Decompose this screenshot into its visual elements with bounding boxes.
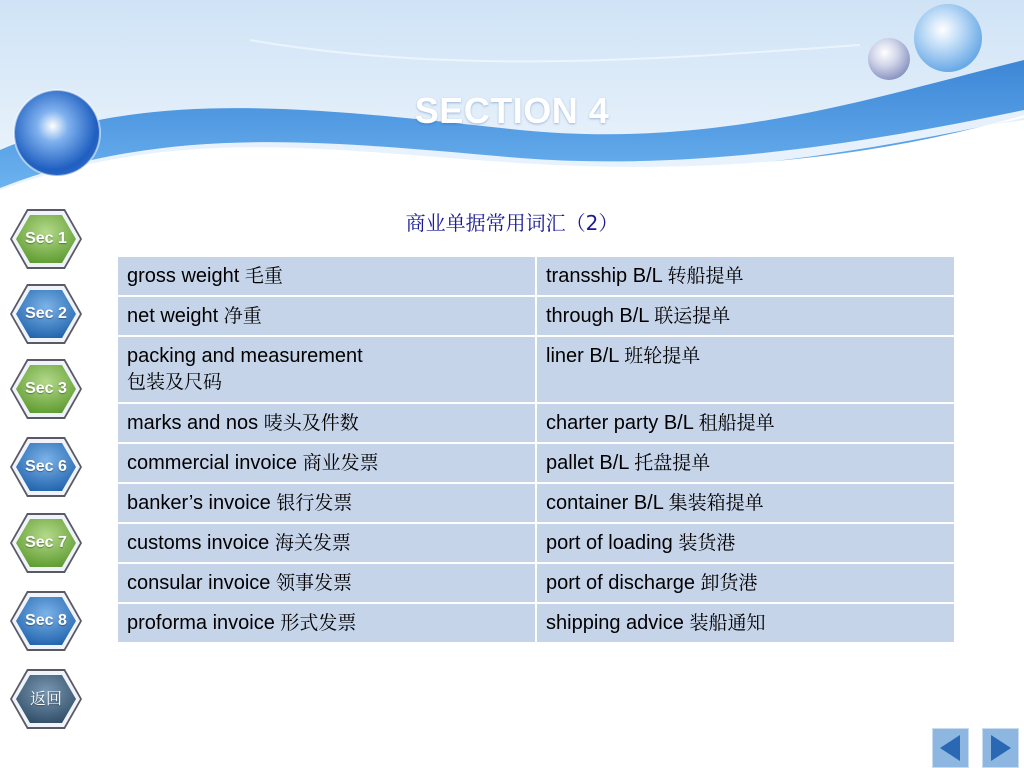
term-english: consular invoice <box>127 572 271 594</box>
term-english: liner B/L <box>546 345 619 367</box>
table-row <box>117 296 955 336</box>
table-cell <box>536 483 955 523</box>
table-cell <box>536 603 955 643</box>
term-chinese: 唛头及件数 <box>263 412 359 434</box>
section-nav-item[interactable] <box>6 509 86 577</box>
table-cell <box>536 443 955 483</box>
term-chinese: 海关发票 <box>274 532 351 554</box>
term-english: packing and measurement <box>127 345 363 367</box>
back-button[interactable] <box>6 665 86 733</box>
term-chinese: 装船通知 <box>689 612 766 634</box>
term-chinese: 装货港 <box>678 532 736 554</box>
term-english: port of discharge <box>546 572 695 594</box>
table-cell <box>536 336 955 403</box>
table-cell <box>536 256 955 296</box>
triangle-left-icon <box>932 728 969 768</box>
prev-slide-button[interactable] <box>932 728 969 768</box>
term-chinese: 包装及尺码 <box>127 371 223 393</box>
section-nav-label: Sec 2 <box>25 305 67 322</box>
term-chinese: 班轮提单 <box>624 345 701 367</box>
term-chinese: 净重 <box>223 305 262 327</box>
table-cell <box>536 563 955 603</box>
term-english: pallet B/L <box>546 452 635 474</box>
table-cell <box>117 443 536 483</box>
section-nav-item[interactable] <box>6 205 86 273</box>
term-english: gross weight <box>127 265 240 287</box>
table-cell <box>117 296 536 336</box>
table-cell <box>117 336 536 403</box>
section-nav-item[interactable] <box>6 433 86 501</box>
table-cell <box>536 523 955 563</box>
section-nav-label: Sec 8 <box>25 612 67 629</box>
table-cell <box>536 403 955 443</box>
section-nav-item[interactable] <box>6 355 86 423</box>
term-chinese: 租船提单 <box>698 412 775 434</box>
table-cell <box>117 563 536 603</box>
term-chinese: 毛重 <box>244 265 283 287</box>
table-cell <box>536 296 955 336</box>
table-row <box>117 256 955 296</box>
term-chinese: 商业发票 <box>302 452 379 474</box>
term-english: shipping advice <box>546 612 684 634</box>
term-english: through B/L <box>546 305 649 327</box>
table-cell <box>117 603 536 643</box>
section-nav-item[interactable] <box>6 587 86 655</box>
term-chinese: 卸货港 <box>700 572 758 594</box>
section-nav-label: Sec 7 <box>25 534 67 551</box>
table-row <box>117 443 955 483</box>
triangle-right-icon <box>982 728 1019 768</box>
table-row <box>117 403 955 443</box>
table-cell <box>117 403 536 443</box>
table-cell <box>117 483 536 523</box>
term-chinese: 托盘提单 <box>634 452 711 474</box>
term-english: banker’s invoice <box>127 492 271 514</box>
next-slide-button[interactable] <box>982 728 1019 768</box>
section-nav-label: Sec 3 <box>25 380 67 397</box>
term-chinese: 形式发票 <box>280 612 357 634</box>
term-chinese: 联运提单 <box>654 305 731 327</box>
term-english: charter party B/L <box>546 412 694 434</box>
term-english: net weight <box>127 305 219 327</box>
section-nav-label: Sec 1 <box>25 230 67 247</box>
term-chinese: 集装箱提单 <box>668 492 764 514</box>
table-row <box>117 563 955 603</box>
term-english: customs invoice <box>127 532 270 554</box>
term-chinese: 银行发票 <box>276 492 353 514</box>
term-english: proforma invoice <box>127 612 275 634</box>
term-chinese: 转船提单 <box>667 265 744 287</box>
back-button-label: 返回 <box>29 689 62 708</box>
vocabulary-table <box>116 255 956 644</box>
term-chinese: 领事发票 <box>275 572 352 594</box>
table-row <box>117 523 955 563</box>
term-english: transship B/L <box>546 265 668 287</box>
section-nav-label: Sec 6 <box>25 458 67 475</box>
term-english: marks and nos <box>127 412 259 434</box>
section-nav-item[interactable] <box>6 280 86 348</box>
term-english: container B/L <box>546 492 664 514</box>
table-cell <box>117 256 536 296</box>
term-english: port of loading <box>546 532 673 554</box>
slide-title: SECTION 4 <box>414 90 610 131</box>
term-english: commercial invoice <box>127 452 298 474</box>
table-row <box>117 336 955 403</box>
table-row <box>117 603 955 643</box>
slide-subtitle: 商业单据常用词汇（2） <box>405 211 619 235</box>
table-row <box>117 483 955 523</box>
table-cell <box>117 523 536 563</box>
